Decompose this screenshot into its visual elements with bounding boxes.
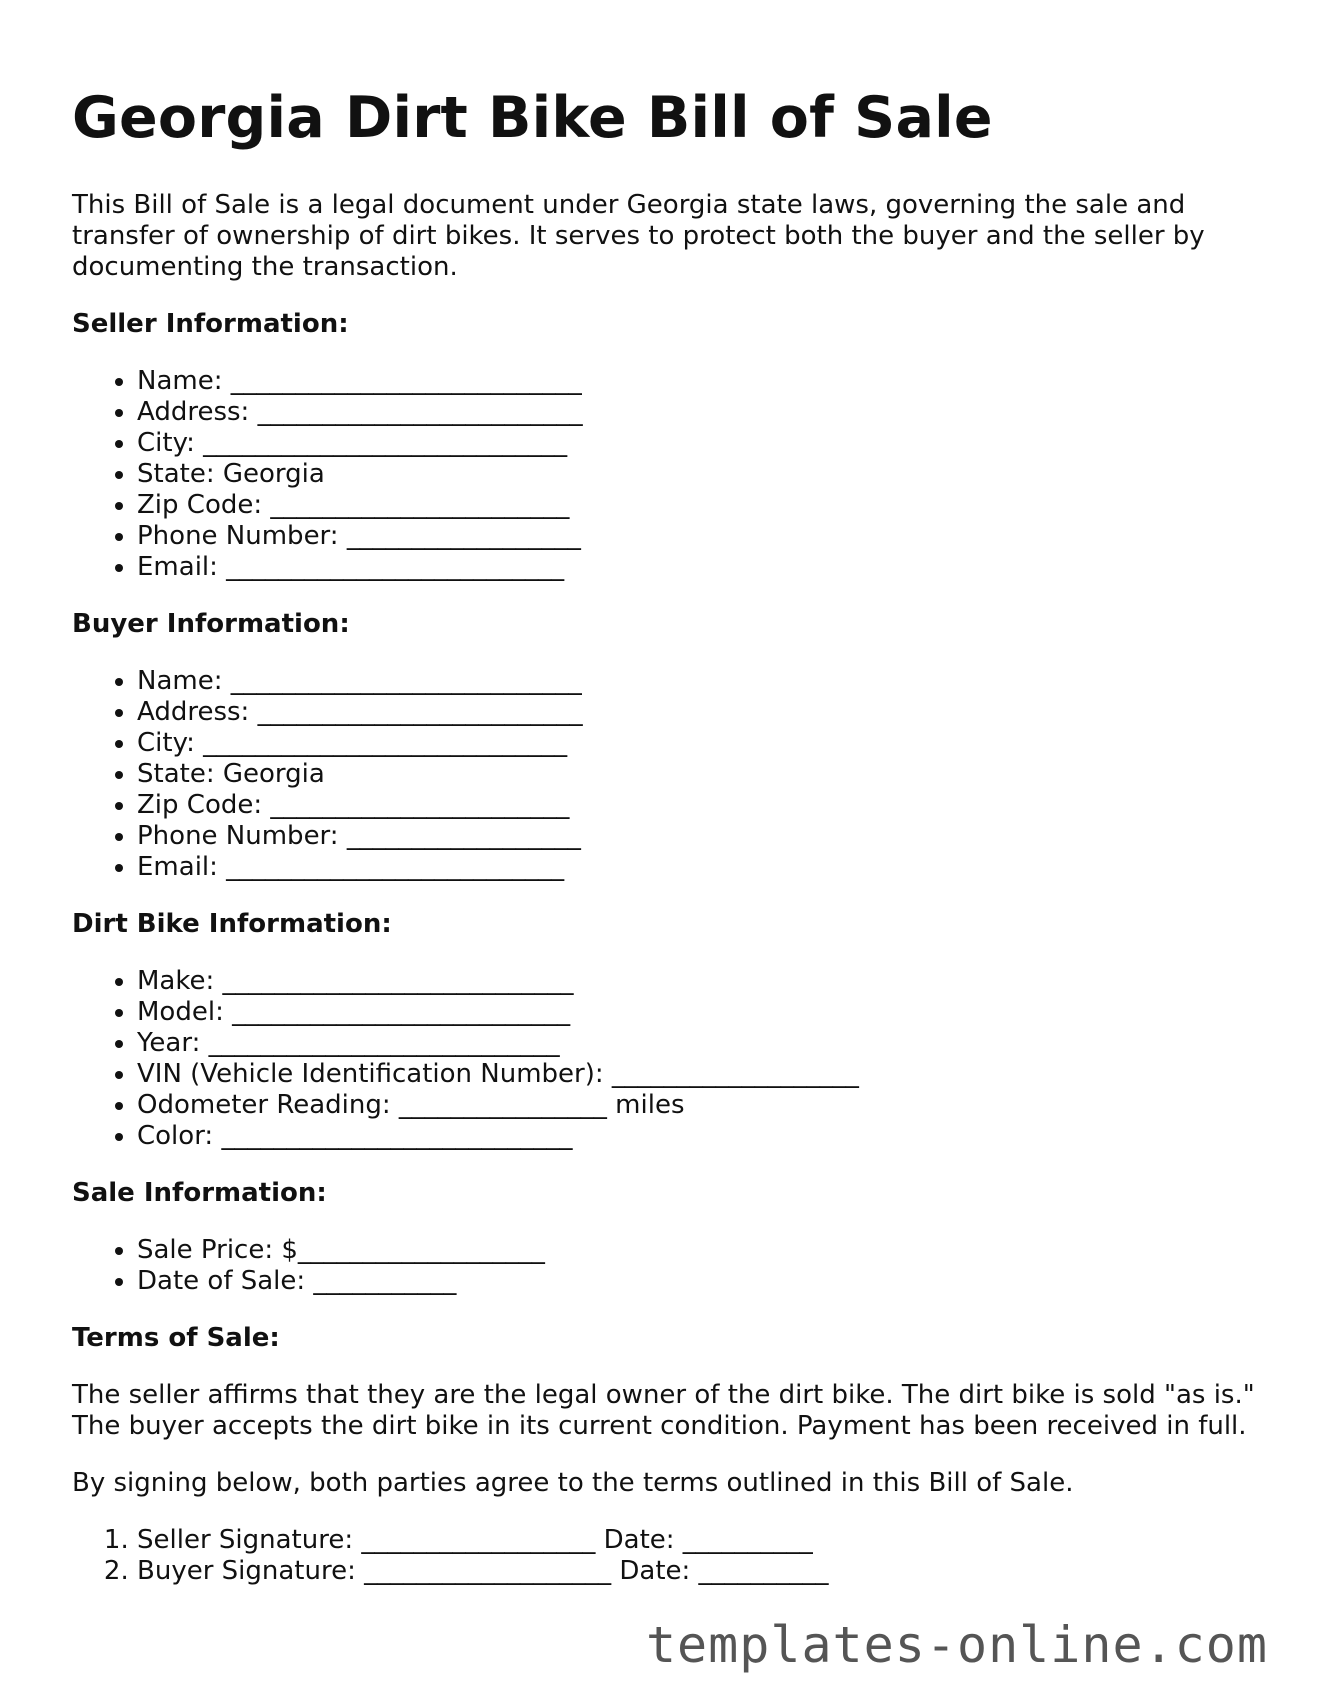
seller-state-field: • State: Georgia [137,459,1262,490]
buyer-email-field: • Email: __________________________ [137,852,1262,883]
buyer-city-field: • City: ____________________________ [137,728,1262,759]
terms-heading: Terms of Sale: [72,1322,280,1353]
bike-vin-field: • VIN (Vehicle Identification Number): ___________________ [137,1059,1262,1090]
buyer-zip-field: • Zip Code: _______________________ [137,790,1262,821]
sale-date-field: • Date of Sale: ___________ [137,1266,1262,1297]
sale-heading: Sale Information: [72,1177,327,1208]
bike-model-field: • Model: __________________________ [137,997,1262,1028]
buyer-list [72,666,1262,883]
seller-heading: Seller Information: [72,308,349,339]
watermark: templates-online.com [645,1616,1268,1674]
signing-paragraph: By signing below, both parties agree to the terms outlined in this Bill of Sale. [72,1467,1074,1498]
seller-address-field: • Address: _________________________ [137,397,1262,428]
buyer-signature-line: 2. Buyer Signature: ___________________ Date: __________ [137,1556,1262,1587]
seller-email-field: • Email: __________________________ [137,552,1262,583]
buyer-phone-field: • Phone Number: __________________ [137,821,1262,852]
bike-heading: Dirt Bike Information: [72,908,392,939]
seller-phone-field: • Phone Number: __________________ [137,521,1262,552]
bike-odometer-field: • Odometer Reading: ________________ miles [137,1090,1262,1121]
bike-year-field: • Year: ___________________________ [137,1028,1262,1059]
signature-list [72,1525,1262,1587]
seller-list [72,366,1262,583]
sale-list [72,1235,1262,1297]
buyer-heading: Buyer Information: [72,608,350,639]
buyer-address-field: • Address: _________________________ [137,697,1262,728]
document-page [72,86,1262,1613]
seller-city-field: • City: ____________________________ [137,428,1262,459]
sale-price-field: • Sale Price: $___________________ [137,1235,1262,1266]
bike-make-field: • Make: ___________________________ [137,966,1262,997]
seller-zip-field: • Zip Code: _______________________ [137,490,1262,521]
seller-signature-line: 1. Seller Signature: __________________ Date: __________ [137,1525,1262,1556]
intro-paragraph: This Bill of Sale is a legal document under Georgia state laws, governing the sale and transfer of ownership of dirt bikes. It serves to protect both the buyer and the seller by documenting the transaction. [72,189,1205,282]
buyer-state-field: • State: Georgia [137,759,1262,790]
document-title: Georgia Dirt Bike Bill of Sale [72,85,993,151]
bike-color-field: • Color: ___________________________ [137,1121,1262,1152]
terms-paragraph: The seller affirms that they are the legal owner of the dirt bike. The dirt bike is sold "as is." The buyer accepts the dirt bike in its current condition. Payment has been received in full. [72,1379,1255,1441]
bike-list [72,966,1262,1152]
buyer-name-field: • Name: ___________________________ [137,666,1262,697]
seller-name-field: • Name: ___________________________ [137,366,1262,397]
